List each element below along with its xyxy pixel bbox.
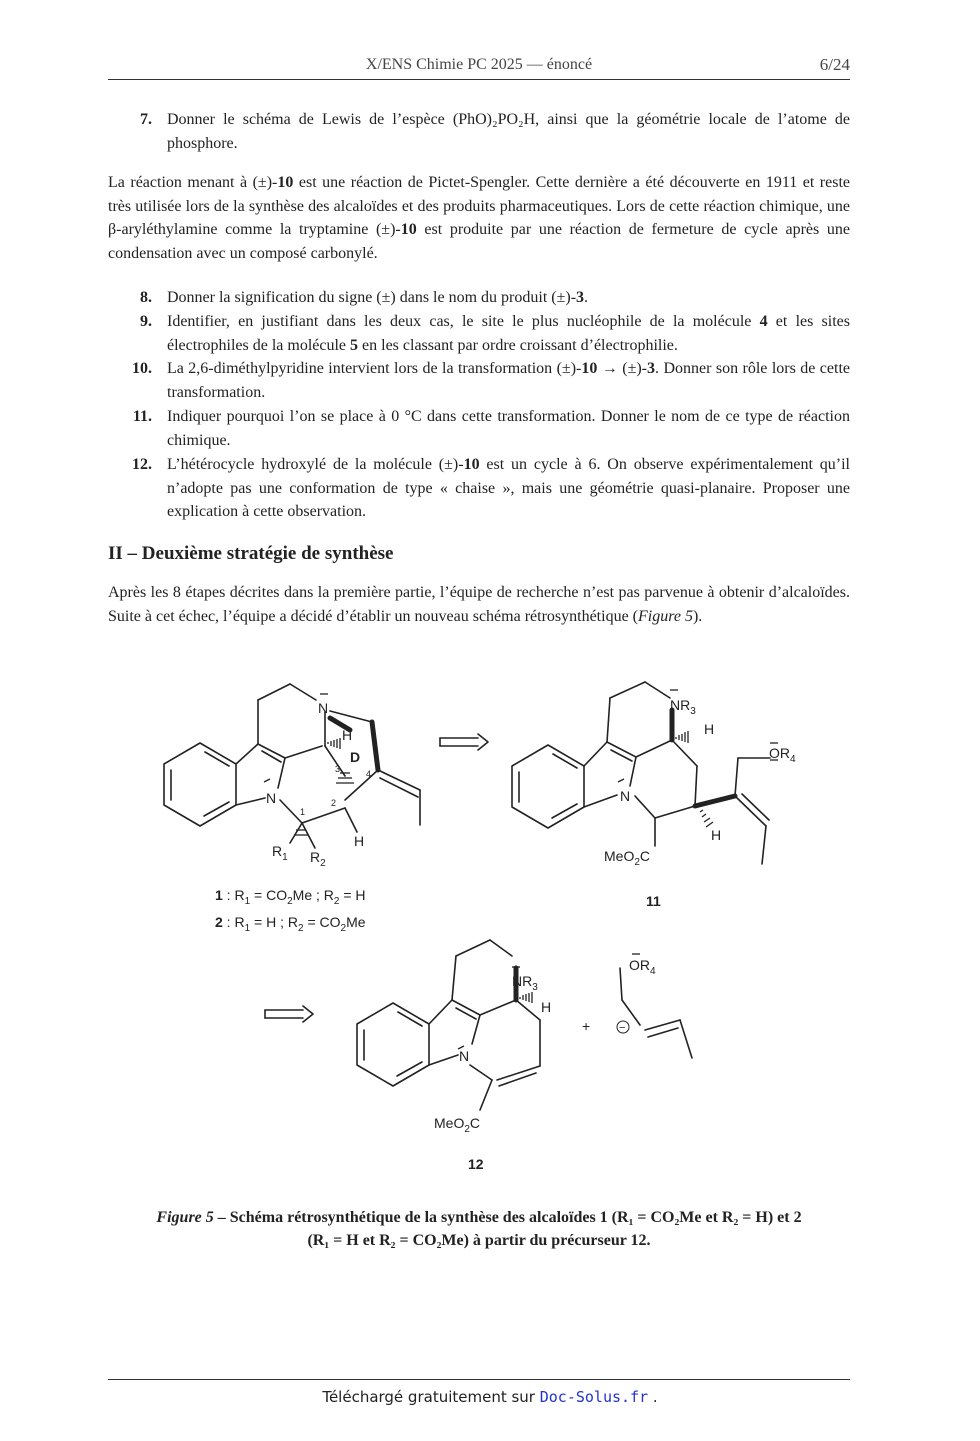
molecule-1-2 xyxy=(164,684,420,848)
figure-ref: Figure 5 xyxy=(638,607,693,625)
question-9 xyxy=(108,310,850,357)
question-text xyxy=(167,453,850,524)
figure-caption xyxy=(108,1206,850,1252)
question-number: 10. xyxy=(132,360,152,377)
ester-label: MeO$_2$C xyxy=(604,848,651,868)
question-text xyxy=(167,310,850,357)
nucleophile-fragment xyxy=(620,968,692,1058)
legend-1: 1 : $R_1 = CO_2Me$ ; $R_2 = H$ xyxy=(215,887,366,907)
or4-label: $OR_4$ xyxy=(629,957,656,977)
text-run: est produite par une réaction de fermeture de cycle après une condensation avec un composé carbonylé. xyxy=(108,221,851,262)
footer-text: . xyxy=(648,1388,658,1406)
compound-ref: 10 xyxy=(581,360,598,377)
question-8 xyxy=(108,286,850,310)
caption-line-1 xyxy=(108,1206,850,1229)
position-number: 4 xyxy=(366,769,372,779)
text-run: La 2,6-diméthylpyridine intervient lors de la transformation (±)- xyxy=(167,360,582,377)
text-run: Identifier, en justifiant dans les deux cas, le site le plus nucléophile de la molécule xyxy=(167,313,760,330)
question-7 xyxy=(108,108,850,155)
text-run: est un cycle à 6. On observe expérimentalement qu’il n’adopte pas une conformation de type « chaise », mais une géométrie quasi-planaire. Proposer une explication à cette observation. xyxy=(167,456,851,520)
atom-label-h: H xyxy=(541,999,552,1015)
substituent-r1: $R_1$ xyxy=(272,843,288,863)
substituent-r2: $R_2$ xyxy=(310,849,326,869)
atom-label-h: H xyxy=(354,833,365,849)
text-run: et les sites électrophiles de la molécule xyxy=(167,313,850,354)
page-number: 6/24 xyxy=(819,55,850,74)
atom-label-n: N xyxy=(459,1048,470,1064)
charge-sign: − xyxy=(619,1022,626,1034)
atom-label-n: N xyxy=(318,700,329,716)
atom-label-n: N xyxy=(266,790,277,806)
legend-2: 2 : $R_1 = H$ ; $R_2 = CO_2Me$ xyxy=(215,914,366,934)
text-run: . Donner son rôle lors de cette transformation. xyxy=(167,360,851,401)
atom-label-h: H xyxy=(704,721,715,737)
caption-text: – Schéma rétrosynthétique de la synthèse des alcaloïdes 1 (R₁ = CO₂Me et R₂ = H) et 2 xyxy=(213,1209,802,1226)
nr3-label: $NR_3$ xyxy=(670,697,696,717)
page-header xyxy=(108,55,850,80)
page-footer xyxy=(0,1388,980,1406)
atom-label-n: N xyxy=(620,788,631,804)
compound-ref: 3 xyxy=(576,289,585,306)
question-11 xyxy=(108,405,850,452)
footer-text: Téléchargé gratuitement sur xyxy=(322,1388,540,1406)
compound-ref: 10 xyxy=(463,456,480,473)
ring-label-d: D xyxy=(350,749,361,765)
text-run: L’hétérocycle hydroxylé de la molécule (±)- xyxy=(167,456,464,473)
compound-ref: 5 xyxy=(350,336,359,354)
text-run: ). xyxy=(692,607,703,625)
question-number: 12. xyxy=(132,456,152,473)
position-number: 1 xyxy=(300,807,306,817)
atom-label-h: H xyxy=(711,827,722,843)
molecule-11 xyxy=(512,682,770,864)
header-title: X/ENS Chimie PC 2025 — énoncé xyxy=(365,56,593,73)
compound-ref: 10 xyxy=(277,174,294,191)
pictet-spengler-paragraph xyxy=(108,171,850,265)
compound-ref: 3 xyxy=(647,360,656,377)
question-10 xyxy=(108,357,850,404)
text-run: Après les 8 étapes décrites dans la première partie, l’équipe de recherche n’est pas parvenue à obtenir d’alcaloïdes. Suite à cet échec, l’équipe a décidé d’établir un nouveau schéma rétrosynthétique ( xyxy=(108,584,850,625)
caption-line-2: (R₁ = H et R₂ = CO₂Me) à partir du précurseur 12. xyxy=(307,1232,651,1249)
retro-arrow-1 xyxy=(440,734,488,750)
position-number: 2 xyxy=(331,798,337,808)
section-title: II – Deuxième stratégie de synthèse xyxy=(108,543,394,564)
question-text xyxy=(167,286,850,310)
compound-ref: 4 xyxy=(759,313,768,330)
text-run: en les classant par ordre croissant d’électrophilie. xyxy=(358,336,678,354)
question-number: 8. xyxy=(140,289,152,306)
question-number: 7. xyxy=(140,111,152,128)
question-12 xyxy=(108,453,850,524)
footer-link[interactable]: Doc-Solus.fr xyxy=(539,1388,649,1406)
caption-figure-label: Figure 5 xyxy=(156,1209,214,1226)
compound-ref: 10 xyxy=(400,221,417,238)
text-run: La réaction menant à (±)- xyxy=(108,174,278,191)
section-paragraph xyxy=(108,581,850,628)
question-number: 9. xyxy=(140,313,152,330)
compound-number-12: 12 xyxy=(468,1156,484,1172)
text-run: . xyxy=(584,289,589,306)
position-number: 3 xyxy=(335,764,341,774)
question-text: Donner le schéma de Lewis de l’espèce (PhO)₂PO₂H, ainsi que la géométrie locale de l’atome de phosphore. xyxy=(167,111,850,152)
text-run: Donner la signification du signe (±) dans le nom du produit (±)- xyxy=(167,289,577,306)
question-text: Indiquer pourquoi l’on se place à 0 °C dans cette transformation. Donner le nom de ce type de réaction chimique. xyxy=(167,408,850,449)
nr3-label: $NR_3$ xyxy=(512,973,538,993)
footer-divider xyxy=(108,1379,850,1380)
atom-label-h: H xyxy=(342,727,353,743)
ester-label: MeO$_2$C xyxy=(434,1115,481,1135)
retrosynthesis-figure xyxy=(0,660,980,1200)
text-run: → (±)- xyxy=(597,360,648,377)
question-number: 11. xyxy=(132,408,152,425)
plus-sign: + xyxy=(582,1018,591,1034)
or4-label: $OR_4$ xyxy=(769,745,796,765)
question-text xyxy=(167,357,850,404)
text-run: est une réaction de Pictet-Spengler. Cette dernière a été découverte en 1911 et reste très utilisée lors de la synthèse des alcaloïdes et des produits pharmaceutiques. Lors de cette réaction chimique, une β-aryléthylamine comme la tryptamine (±)- xyxy=(108,174,851,238)
molecule-12 xyxy=(357,940,540,1110)
compound-number-11: 11 xyxy=(646,893,661,909)
retro-arrow-2 xyxy=(265,1006,313,1022)
